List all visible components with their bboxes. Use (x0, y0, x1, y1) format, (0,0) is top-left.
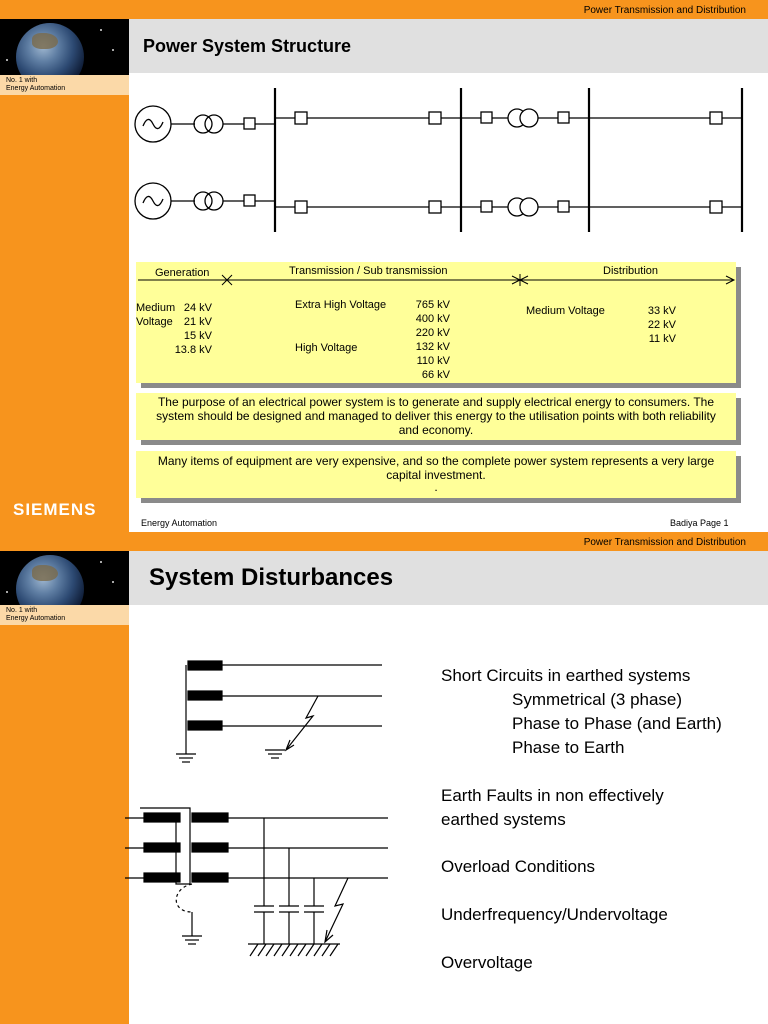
equipment-dot: . (434, 480, 438, 494)
ehv-voltage: 220 kV (415, 327, 450, 339)
ehv-voltage: 400 kV (415, 313, 450, 325)
purpose-text: The purpose of an electrical power system is to generate and supply electrical energy to consumers. The system should be designed and managed to deliver this energy to the utilisation points with both reliability and economy. (156, 395, 716, 437)
equipment-note (136, 451, 736, 498)
transmission-heading: Transmission / Sub transmission (289, 265, 448, 277)
item-phase-to-earth: Phase to Earth (512, 738, 625, 757)
hv-label: High Voltage (295, 342, 358, 354)
footer-page: Badiya Page 1 (670, 518, 729, 528)
footer-left: Energy Automation (141, 518, 218, 528)
page-title: Power System Structure (143, 36, 352, 56)
tagline (0, 605, 129, 625)
item-overvoltage: Overvoltage (441, 953, 533, 972)
generation-voltage: 13.8 kV (174, 344, 212, 356)
generation-label-line-2: Voltage (136, 316, 173, 328)
header-bar (0, 532, 768, 551)
generation-voltage: 21 kV (183, 316, 212, 328)
tagline-line-1: No. 1 with (6, 77, 38, 84)
sidebar (0, 19, 129, 532)
generation-voltage: 24 kV (183, 302, 212, 314)
hv-voltage: 110 kV (416, 355, 450, 367)
mv-label: Medium Voltage (526, 305, 605, 317)
item-short-circuits: Short Circuits in earthed systems (441, 666, 691, 685)
power-system-diagram (129, 80, 768, 260)
generation-voltage: 15 kV (183, 330, 212, 342)
slide-system-disturbances (0, 532, 768, 1024)
item-symmetrical: Symmetrical (3 phase) (512, 690, 683, 709)
header-bar (0, 0, 768, 19)
equipment-text: Many items of equipment are very expensive, and so the complete power system represents a very large capital investment. (157, 454, 715, 482)
generation-label-line-1: Medium (136, 302, 176, 314)
item-earth-faults-line-2: earthed systems (441, 810, 566, 829)
ehv-label: Extra High Voltage (295, 299, 387, 311)
header-text: Power Transmission and Distribution (583, 5, 746, 16)
title-bar (129, 551, 768, 605)
mv-voltage: 22 kV (647, 319, 676, 331)
tagline (0, 75, 129, 95)
disturbance-list (441, 664, 722, 975)
globe-image (0, 19, 129, 75)
header-text: Power Transmission and Distribution (583, 537, 746, 548)
tagline-line-2: Energy Automation (6, 615, 66, 622)
tagline-line-1: No. 1 with (6, 607, 38, 614)
purpose-note (136, 393, 736, 440)
voltage-levels-box (136, 262, 736, 383)
mv-voltage: 11 kV (648, 333, 676, 345)
tagline-line-2: Energy Automation (6, 85, 66, 92)
globe-image (0, 551, 129, 607)
hv-voltage: 66 kV (421, 369, 450, 381)
item-overload: Overload Conditions (441, 857, 596, 876)
mv-voltage: 33 kV (647, 305, 676, 317)
page-title: System Disturbances (149, 564, 394, 591)
item-earth-faults: Earth Faults in non effectively (441, 786, 664, 805)
fault-diagrams (120, 650, 400, 980)
distribution-heading: Distribution (603, 265, 659, 277)
hv-voltage: 132 kV (415, 341, 450, 353)
generation-heading: Generation (155, 267, 210, 279)
title-bar (129, 19, 768, 73)
item-underfrequency: Underfrequency/Undervoltage (441, 905, 668, 924)
ehv-voltage: 765 kV (415, 299, 450, 311)
siemens-logo: SIEMENS (13, 500, 97, 519)
item-phase-to-phase: Phase to Phase (and Earth) (512, 714, 722, 733)
